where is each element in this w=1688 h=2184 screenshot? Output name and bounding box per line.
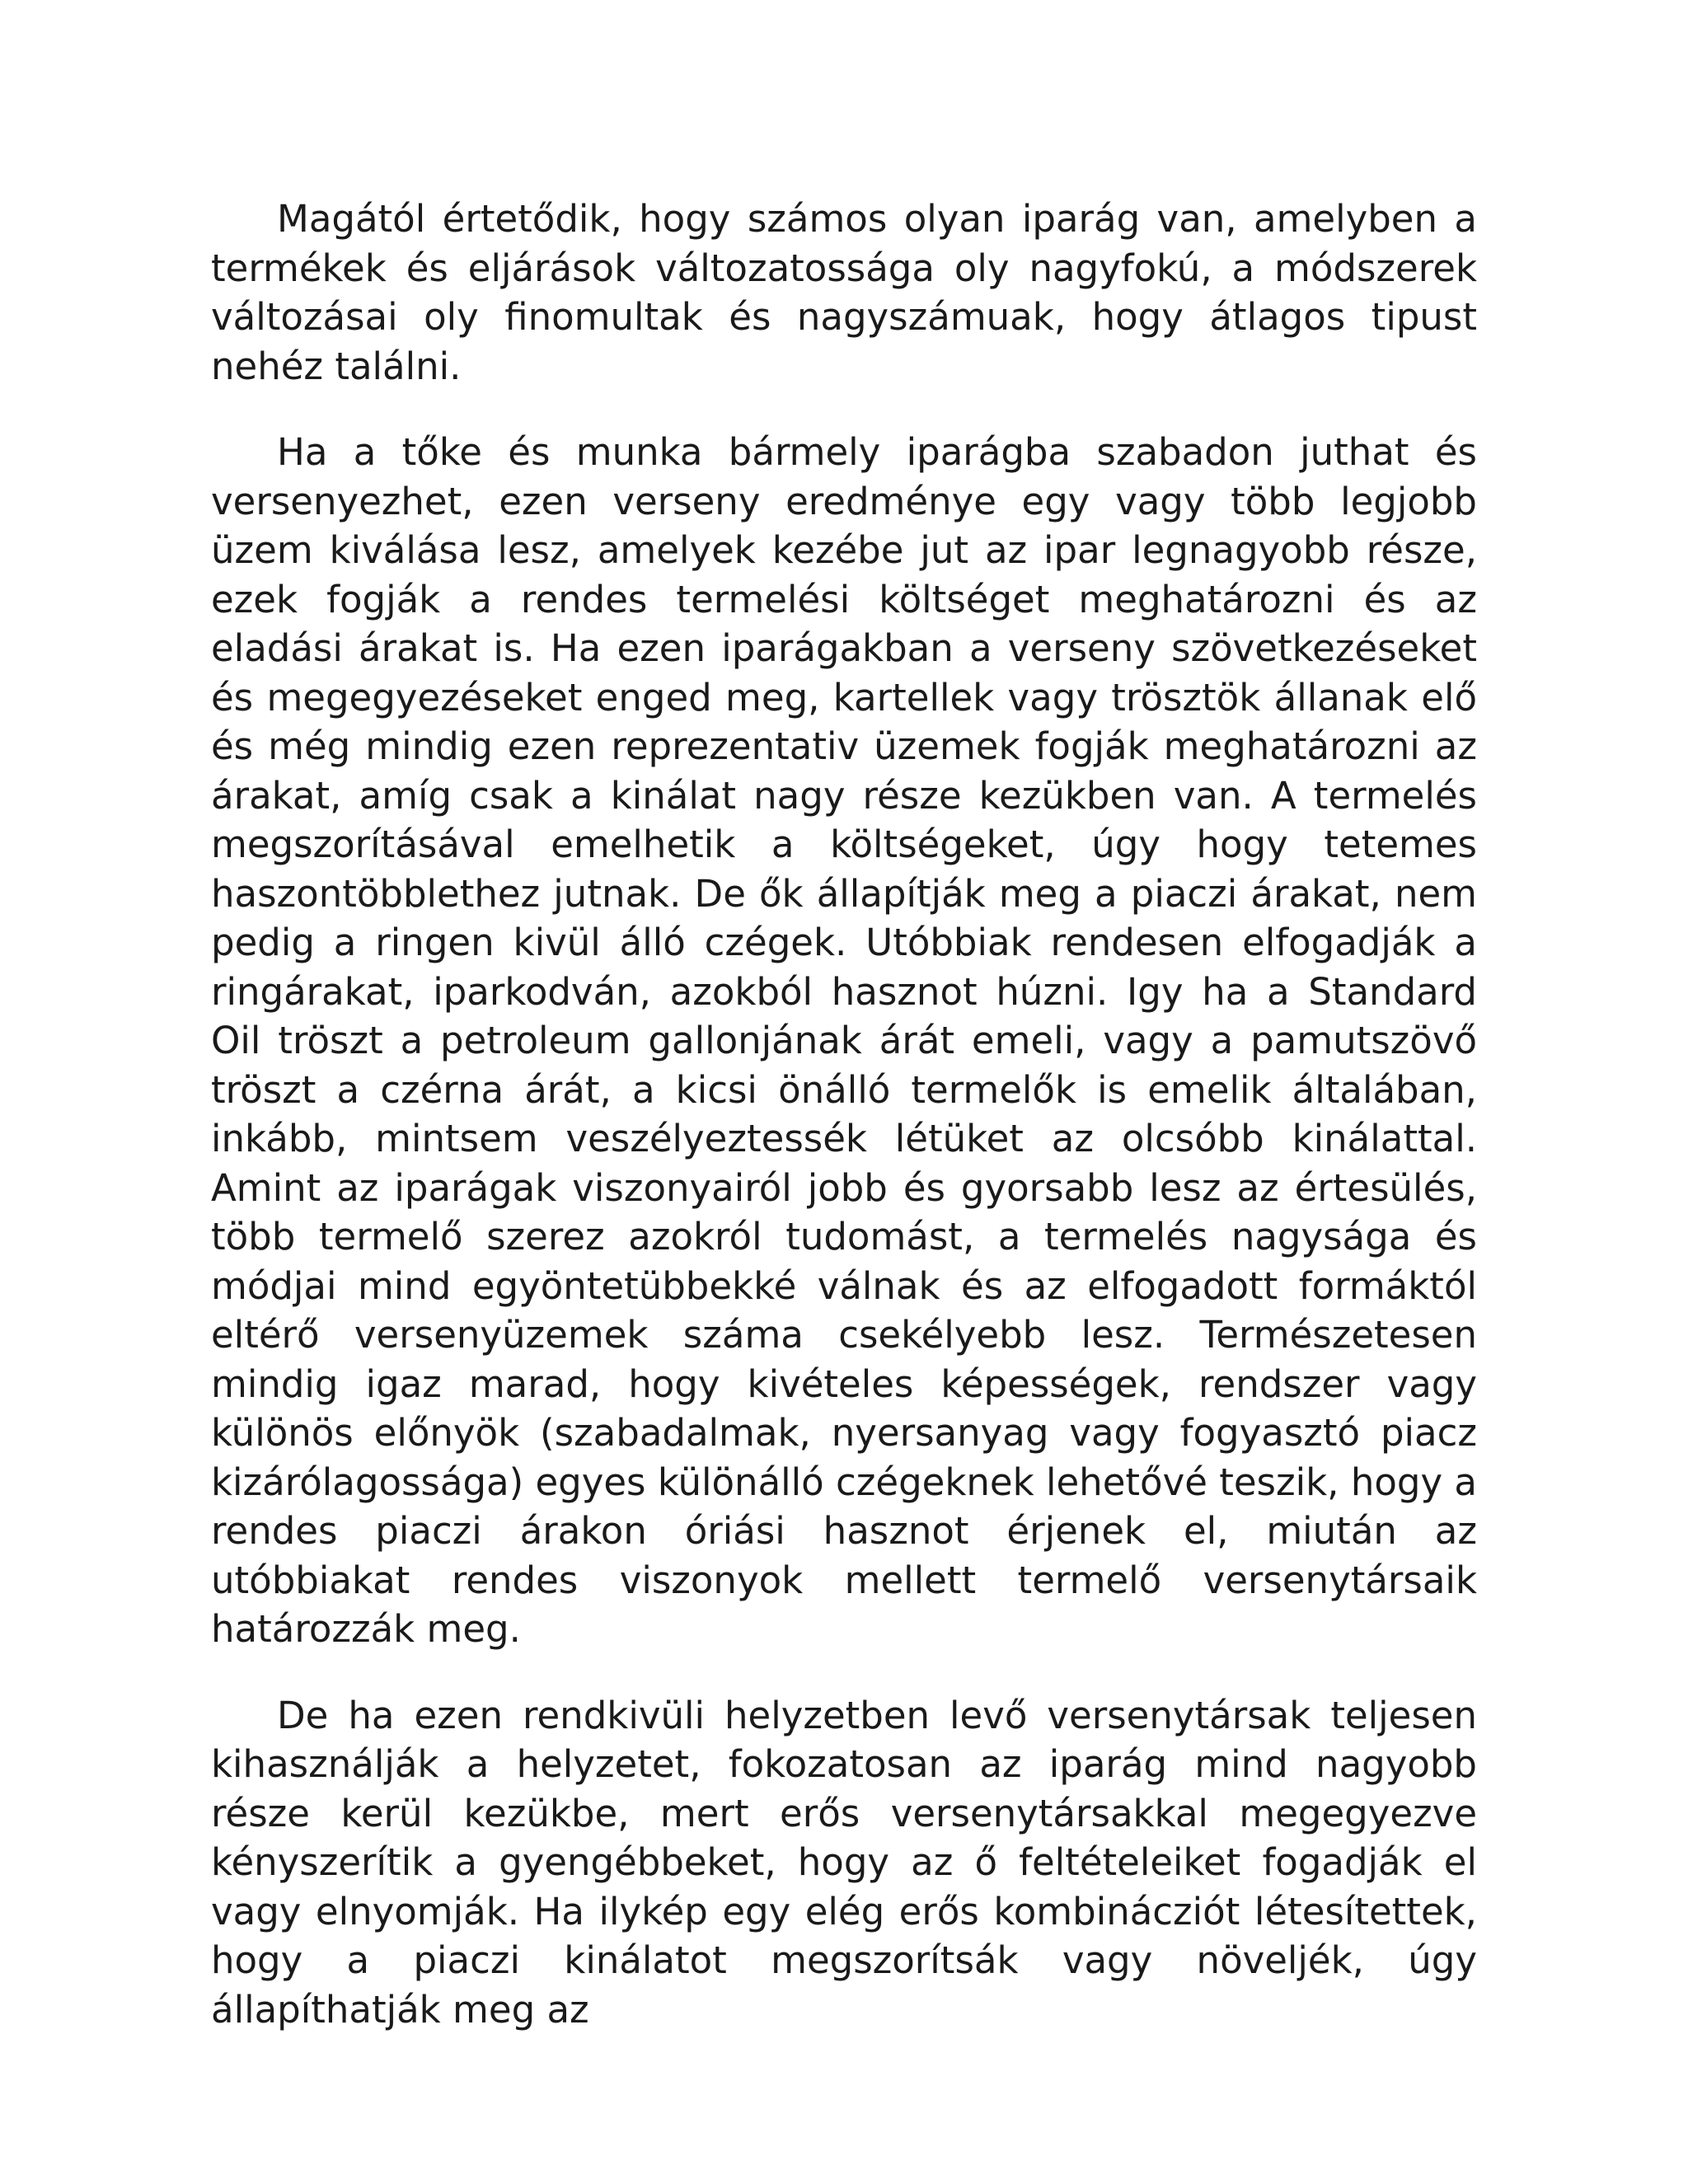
paragraph-1: Magától értetődik, hogy számos olyan iparág van, amelyben a termékek és eljárások változatossága oly nagyfokú, a módszerek változásai oly finomultak és nagyszámuak, hogy átlagos tipust nehéz találni. (211, 197, 1477, 388)
paragraph-2: Ha a tőke és munka bármely iparágba szabadon juthat és versenyezhet, ezen verseny eredménye egy vagy több legjobb üzem kiválása lesz, amelyek kezébe jut az ipar legnagyobb része, ezek fogják a rendes termelési költséget meghatározni és az eladási árakat is. Ha ezen iparágakban a verseny szövetkezéseket és megegyezéseket enged meg, kartellek vagy trösztök állanak elő és még mindig ezen reprezentativ üzemek fogják meghatározni az árakat, amíg csak a kinálat nagy része kezükben van. A termelés megszorításával emelhetik a költségeket, úgy hogy tetemes haszontöbblethez jutnak. De ők állapítják meg a piaczi árakat, nem pedig a ringen kivül álló czégek. Utóbbiak rendesen elfogadják a ringárakat, iparkodván, azokból hasznot húzni. Igy ha a Standard Oil tröszt a petroleum gallonjának árát emeli, vagy a pamutszövő tröszt a czérna árát, a kicsi önálló termelők is emelik általában, inkább, mintsem veszélyeztessék létüket az olcsóbb kinálattal. Amint az iparágak viszonyairól jobb és gyorsabb lesz az értesülés, több termelő szerez azokról tudomást, a termelés nagysága és módjai mind egyöntetübbekké válnak és az elfogadott formáktól eltérő versenyüzemek száma csekélyebb lesz. Természetesen mindig igaz marad, hogy kivételes képességek, rendszer vagy különös előnyök (szabadalmak, nyersanyag vagy fogyasztó piacz kizárólagossága) egyes különálló czégeknek lehetővé teszik, hogy a rendes piaczi árakon óriási hasznot érjenek el, miután az utóbbiakat rendes viszonyok mellett termelő versenytársaik határozzák meg. (211, 430, 1477, 1651)
document-page (211, 194, 1477, 2034)
paragraph-3: De ha ezen rendkivüli helyzetben levő versenytársak teljesen kihasználják a helyzetet, fokozatosan az iparág mind nagyobb része kerül kezükbe, mert erős versenytársakkal megegyezve kényszerítik a gyengébbeket, hogy az ő feltételeiket fogadják el vagy elnyomják. Ha ilykép egy elég erős kombinácziót létesítettek, hogy a piaczi kinálatot megszorítsák vagy növeljék, úgy állapíthatják meg az (211, 1693, 1477, 2032)
